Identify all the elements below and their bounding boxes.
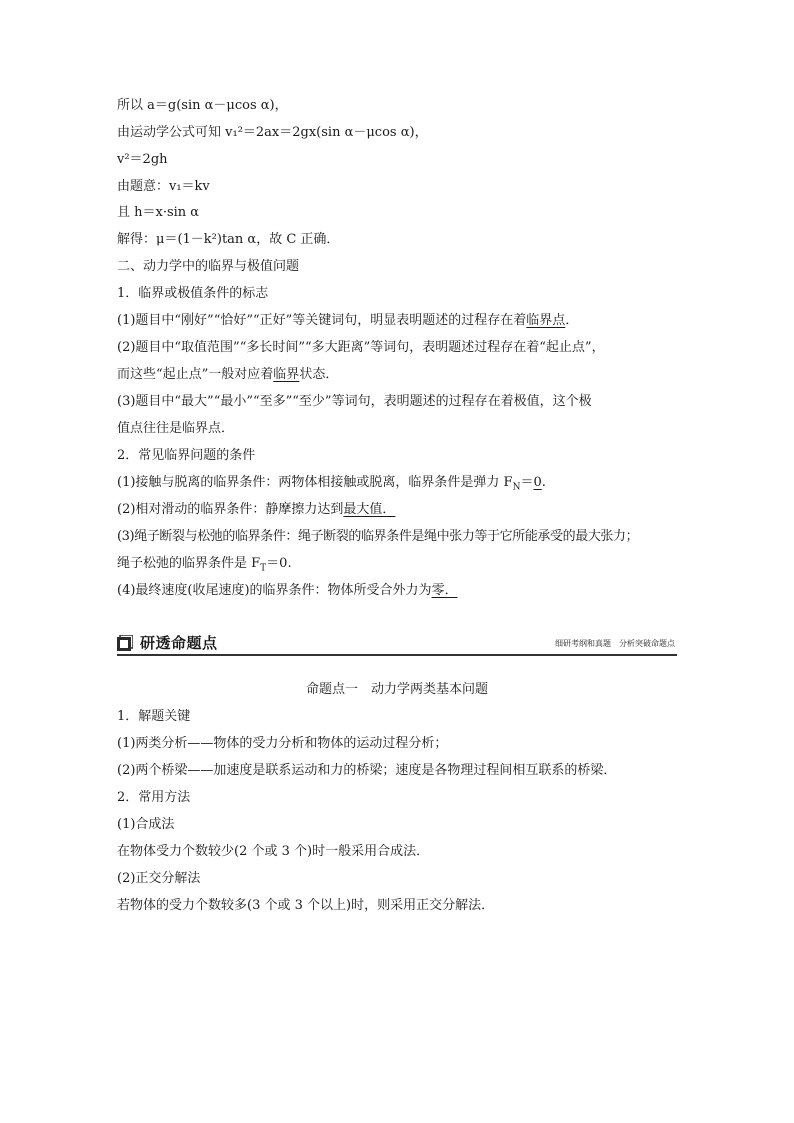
text-line [117, 473, 677, 498]
text-line: 所以 a＝g(sin α－μcos α)， [117, 98, 288, 113]
text-span: (1)接触与脱离的临界条件：两物体相接触或脱离，临界条件是弹力 F [117, 475, 513, 490]
text-span: (4)最终速度(收尾速度)的临界条件：物体所受合外力为 [117, 583, 432, 598]
text-line: (1)两类分析——物体的受力分析和物体的运动过程分析； [117, 736, 448, 751]
text-line [117, 500, 677, 520]
text-span: (2)相对滑动的临界条件：静摩擦力达到 [117, 502, 344, 517]
text-line: 值点往往是临界点． [117, 421, 235, 436]
text-span: 绳子松弛的临界条件是 F [117, 556, 261, 571]
text-line: (2)正交分解法 [117, 871, 201, 886]
text-line [117, 554, 677, 579]
text-line: (1)合成法 [117, 817, 175, 832]
text-line: 由运动学公式可知 v₁²＝2ax＝2gx(sin α－μcos α)， [117, 125, 428, 140]
text-line: (2)两个桥梁——加速度是联系运动和力的桥梁；速度是各物理过程间相互联系的桥梁． [117, 763, 617, 778]
underlined-answer: 临界点 [526, 313, 566, 328]
subsection-heading: 2．常见临界问题的条件 [117, 448, 256, 463]
section-banner [117, 632, 677, 658]
banner-subtitle: 细研考纲和真题 分析突破命题点 [555, 639, 675, 648]
section-square-icon [117, 635, 133, 651]
subsection-heading: 1．解题关键 [117, 709, 191, 724]
text-span: ． [565, 313, 579, 328]
text-line: 由题意：v₁＝kv [117, 179, 210, 194]
text-line: (3)绳子断裂与松弛的临界条件：绳子断裂的临界条件是绳中张力等于它所能承受的最大张力； [117, 529, 639, 544]
text-span: ＝ [520, 475, 534, 490]
text-line [117, 365, 677, 385]
subsection-heading: 1．临界或极值条件的标志 [117, 286, 269, 301]
banner-title: 研透命题点 [140, 634, 218, 652]
text-line: v²＝2gh [117, 152, 168, 167]
underlined-answer: 最大值． [343, 502, 396, 517]
subsection-heading: 2．常用方法 [117, 790, 191, 805]
underlined-answer: 0 [533, 475, 542, 490]
text-line: (2)题目中“取值范围”“多长时间”“多大距离”等词句，表明题述过程存在着“起止点”， [117, 340, 605, 355]
divider [117, 654, 677, 656]
text-line: 在物体受力个数较少(2 个或 3 个)时一般采用合成法． [117, 844, 430, 859]
text-span: 状态． [299, 367, 339, 382]
text-line: 解得：μ＝(1－k²)tan α，故 C 正确． [117, 232, 340, 247]
text-line [117, 581, 677, 601]
subscript: T [260, 563, 267, 574]
text-span: 而这些“起止点”一般对应着 [117, 367, 274, 382]
text-span: (1)题目中“刚好”“恰好”“正好”等关键词句，明显表明题述的过程存在着 [117, 313, 527, 328]
section-heading: 二、动力学中的临界与极值问题 [117, 259, 300, 274]
subscript: N [512, 482, 521, 493]
underlined-answer: 临界 [273, 367, 300, 382]
topic-title: 命题点一 动力学两类基本问题 [305, 682, 488, 697]
text-line: 若物体的受力个数较多(3 个或 3 个以上)时，则采用正交分解法． [117, 898, 495, 913]
text-line: (3)题目中“最大”“最小”“至多”“至少”等词句，表明题述的过程存在着极值，这个极 [117, 394, 592, 409]
text-span: ＝0. [266, 556, 292, 571]
underlined-answer: 零． [431, 583, 458, 598]
text-line [117, 311, 677, 331]
text-line: 且 h＝x·sin α [117, 205, 200, 220]
text-span: . [541, 475, 546, 490]
